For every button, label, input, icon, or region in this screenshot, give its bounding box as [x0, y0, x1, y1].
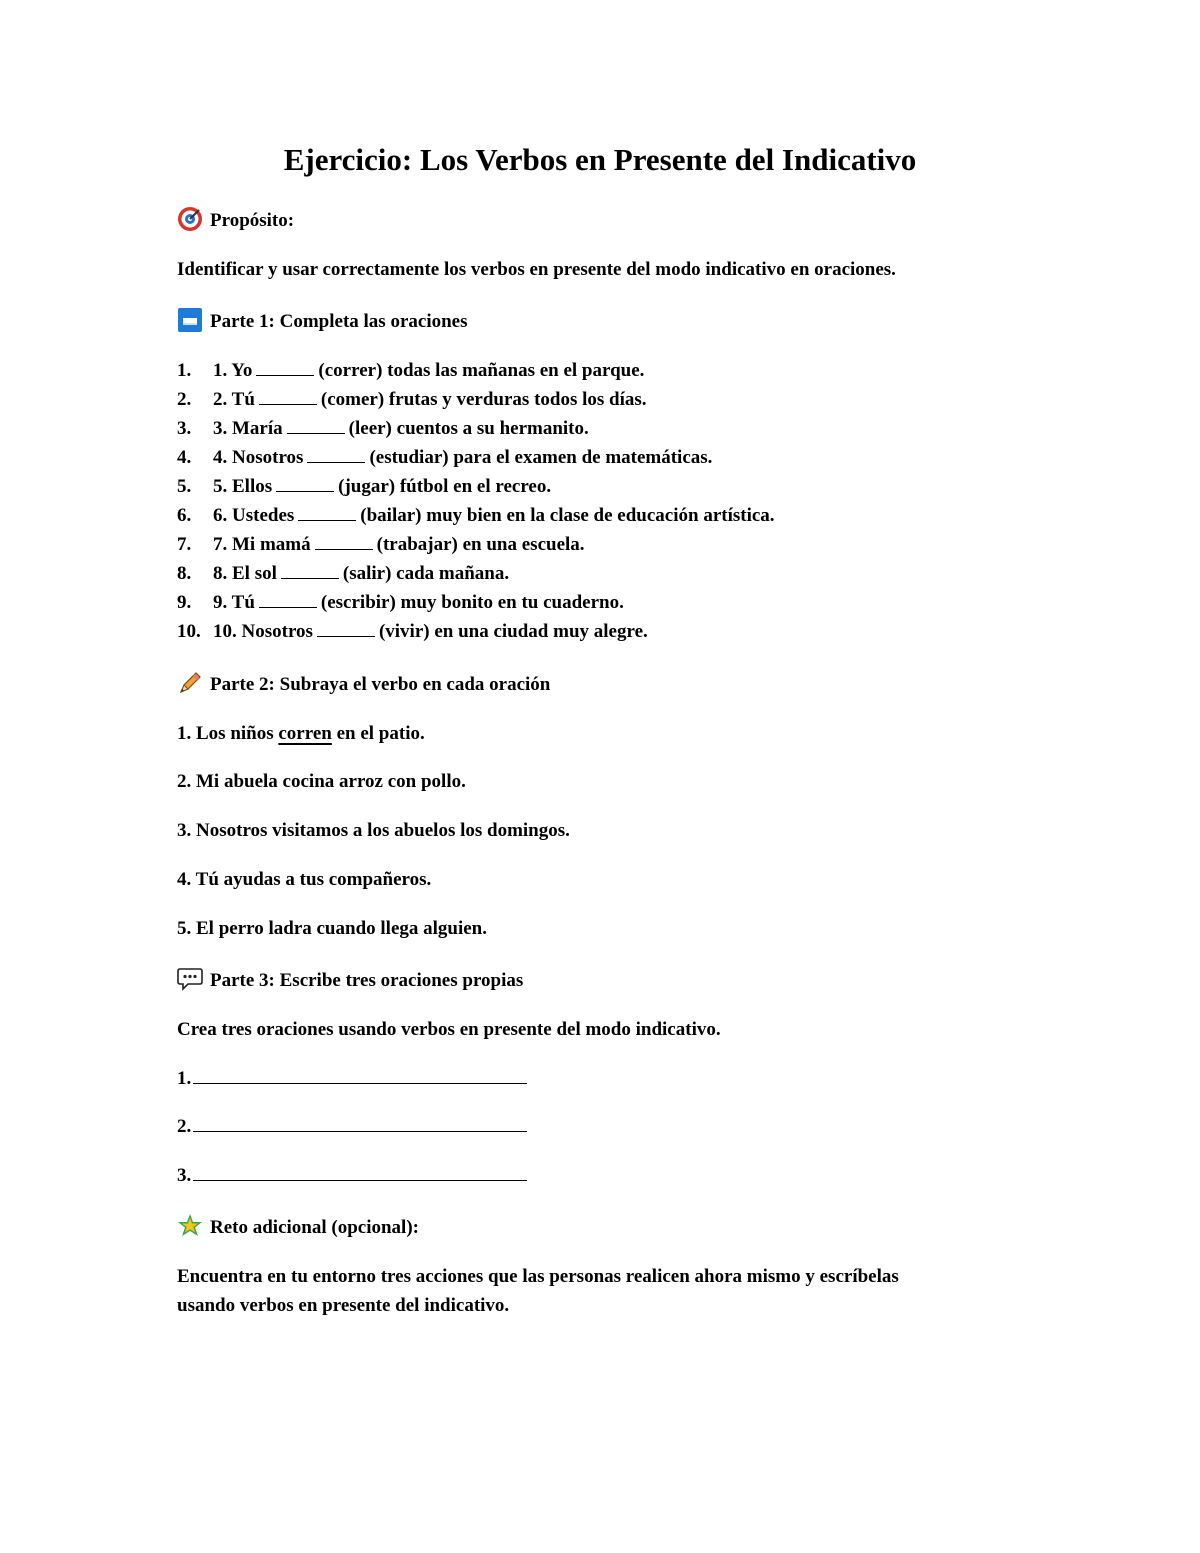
part2-item: 5. El perro ladra cuando llega alguien.: [177, 918, 488, 939]
challenge-text: Encuentra en tu entorno tres acciones que las personas realicen ahora mismo y escríbelas: [177, 1266, 899, 1287]
part3-heading: [177, 966, 523, 994]
part1-item: 4. 4. Nosotros (estudiar) para el examen de matemáticas.: [177, 447, 713, 468]
writing-line: 3.: [177, 1163, 527, 1189]
answer-blank[interactable]: [259, 387, 317, 405]
part2-item: 2. Mi abuela cocina arroz con pollo.: [177, 771, 466, 792]
answer-blank[interactable]: [298, 503, 356, 521]
answer-blank[interactable]: [256, 358, 314, 376]
speech-bubble-icon: [177, 966, 203, 992]
underlined-verb: corren: [278, 723, 332, 744]
writing-line: 1.: [177, 1066, 527, 1092]
part2-item: 3. Nosotros visitamos a los abuelos los domingos.: [177, 820, 570, 841]
answer-line[interactable]: [193, 1163, 527, 1181]
purpose-heading: [177, 206, 294, 234]
part1-item: 3. 3. María (leer) cuentos a su hermanito.: [177, 418, 589, 439]
part2-heading-text: Parte 2: Subraya el verbo en cada oración: [210, 674, 551, 695]
answer-line[interactable]: [193, 1114, 527, 1132]
part1-item: 2. 2. Tú (comer) frutas y verduras todos los días.: [177, 389, 647, 410]
answer-blank[interactable]: [315, 532, 373, 550]
part2-item: 4. Tú ayudas a tus compañeros.: [177, 869, 432, 890]
star-icon: [177, 1213, 203, 1239]
answer-blank[interactable]: [281, 561, 339, 579]
part1-item: 7. 7. Mi mamá (trabajar) en una escuela.: [177, 534, 585, 555]
part3-heading-text: Parte 3: Escribe tres oraciones propias: [210, 970, 524, 991]
challenge-text: usando verbos en presente del indicativo.: [177, 1295, 510, 1316]
part3-text: Crea tres oraciones usando verbos en presente del modo indicativo.: [177, 1019, 721, 1040]
part1-item: 9. 9. Tú (escribir) muy bonito en tu cuaderno.: [177, 592, 624, 613]
answer-line[interactable]: [193, 1066, 527, 1084]
answer-blank[interactable]: [317, 619, 375, 637]
part1-item: 6. 6. Ustedes (bailar) muy bien en la clase de educación artística.: [177, 505, 775, 526]
part1-item: 5. 5. Ellos (jugar) fútbol en el recreo.: [177, 476, 552, 497]
challenge-heading-text: Reto adicional (opcional):: [210, 1217, 419, 1238]
part2-heading: [177, 670, 550, 698]
answer-blank[interactable]: [259, 590, 317, 608]
part2-item: 1. Los niños corren en el patio.: [177, 723, 425, 744]
pencil-clipboard-icon: [177, 307, 203, 333]
part1-heading-text: Parte 1: Completa las oraciones: [210, 311, 468, 332]
answer-blank[interactable]: [287, 416, 345, 434]
answer-blank[interactable]: [307, 445, 365, 463]
writing-line: 2.: [177, 1114, 527, 1140]
challenge-heading: [177, 1213, 419, 1241]
part1-item: 1. 1. Yo (correr) todas las mañanas en el parque.: [177, 360, 645, 381]
part1-item: 8. 8. El sol (salir) cada mañana.: [177, 563, 510, 584]
purpose-heading-text: Propósito:: [210, 210, 295, 231]
part1-item: 10. 10. Nosotros (vivir) en una ciudad muy alegre.: [177, 621, 648, 642]
purpose-text: Identificar y usar correctamente los verbos en presente del modo indicativo en oraciones.: [177, 259, 896, 280]
answer-blank[interactable]: [276, 474, 334, 492]
page-title: Ejercicio: Los Verbos en Presente del Indicativo: [283, 142, 917, 177]
pencil-icon: [177, 670, 203, 696]
part1-heading: [177, 307, 468, 335]
target-icon: [177, 206, 203, 232]
